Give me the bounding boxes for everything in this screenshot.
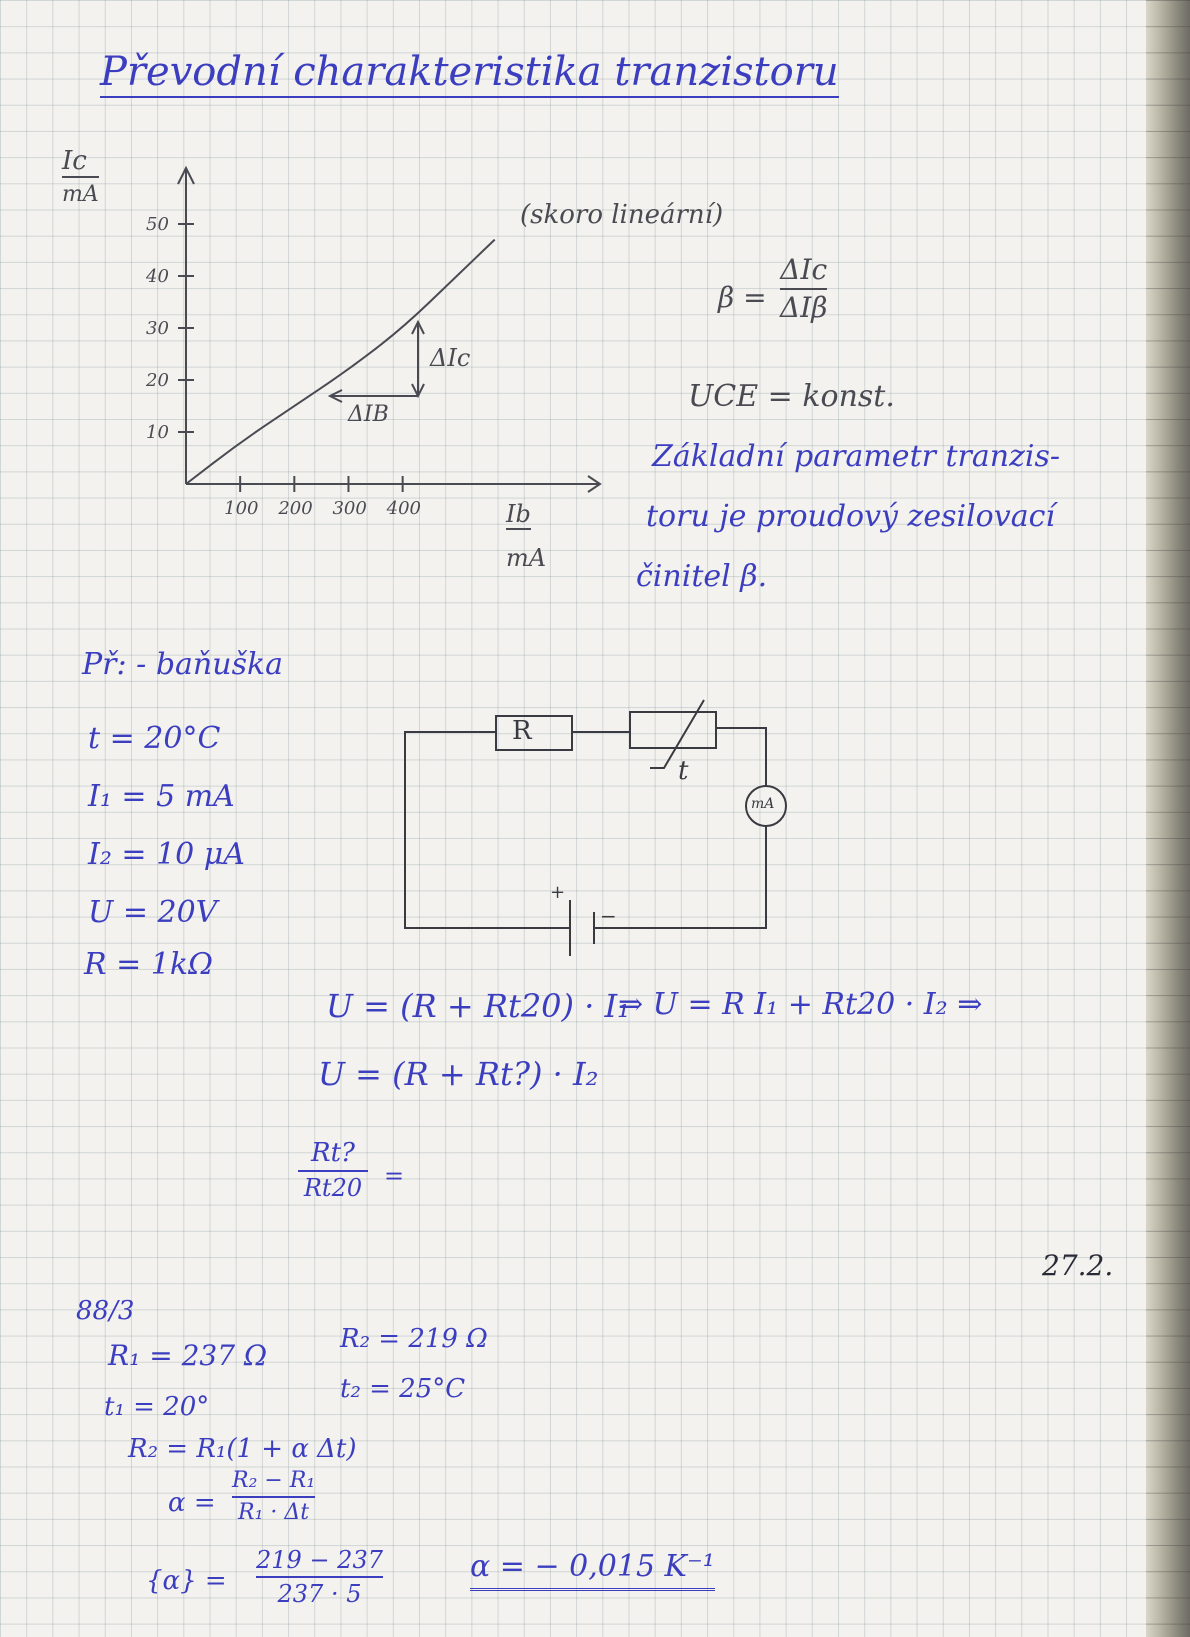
resistor-symbol [496,716,572,750]
resistance-ratio [298,1140,368,1200]
alpha-result: α = − 0,015 K⁻¹ [470,1552,715,1591]
alpha-value-lhs: {α} = [146,1566,227,1596]
resistor-label: R [512,716,532,746]
note-line-1: Základní parametr tranzis- [652,439,1061,474]
date: 27.2. [1042,1249,1114,1282]
uce-constant: UCE = konst. [688,379,895,414]
exercise-label: 88/3 [76,1296,135,1326]
ratio-denominator: Rt20 [303,1174,363,1202]
y-axis-unit: mA [62,182,99,207]
x-tick-label: 300 [332,498,367,519]
alpha-value-fraction [256,1548,383,1606]
note-line-2: toru je proudový zesilovací [646,499,1055,534]
alpha-fraction-bar [232,1496,315,1498]
alpha-lhs: α = [168,1488,216,1518]
given-resistance: R = 1kΩ [84,947,213,982]
note-line-3: činitel β. [636,559,768,594]
page-title: Převodní charakteristika tranzistoru [100,52,839,98]
thermistor-label: t [678,756,689,786]
given-r1: R₁ = 237 Ω [108,1339,268,1372]
x-axis-quantity: Ib [506,500,531,528]
alpha-value-denominator: 237 · 5 [277,1580,362,1608]
ratio-equals: = [384,1162,405,1190]
circuit-wire-right [716,728,766,786]
milliammeter-label: mA [751,796,775,812]
beta-numerator: ΔIc [780,253,828,286]
y-tick-label: 20 [146,370,169,391]
example-heading: Př: - baňuška [82,647,284,682]
thermistor-symbol [630,712,716,748]
resistance-formula: R₂ = R₁(1 + α Δt) [128,1434,357,1464]
alpha-fraction [232,1470,315,1524]
given-voltage: U = 20V [88,895,218,930]
battery-minus: − [600,904,617,928]
alpha-numerator: R₂ − R₁ [232,1468,316,1493]
equation-1-implication: ⇒ U = R I₁ + Rt20 · I₂ ⇒ [618,987,983,1022]
alpha-value-numerator: 219 − 237 [256,1546,383,1574]
y-tick-label: 30 [146,318,169,339]
y-tick-label: 40 [146,266,169,287]
delta-ic-label: ΔIc [430,344,471,372]
equation-2: U = (R + Rt?) · I₂ [318,1055,599,1093]
x-tick-label: 100 [224,498,259,519]
alpha-denominator: R₁ · Δt [238,1500,310,1525]
ratio-numerator: Rt? [311,1138,355,1168]
thermistor-slash [650,700,704,768]
delta-ib-label: ΔIB [348,402,389,427]
beta-lhs: β = [718,281,767,314]
equation-1: U = (R + Rt20) · I₁ [326,987,630,1025]
given-r2: R₂ = 219 Ω [340,1324,488,1354]
beta-denominator: ΔIβ [780,291,828,324]
circuit-wire-bottom-right [594,826,766,928]
given-current-1: I₁ = 5 mA [88,779,235,814]
y-axis-quantity: Ic [62,148,99,178]
x-tick-label: 200 [278,498,313,519]
given-t2: t₂ = 25°C [340,1374,466,1404]
circuit-wire-top-left [405,732,570,928]
given-temperature: t = 20°C [88,721,221,756]
x-axis-unit: mA [506,544,547,572]
given-current-2: I₂ = 10 μA [88,837,245,872]
curve-note: (skoro lineární) [520,200,724,230]
ratio-fraction-bar [298,1170,368,1172]
y-tick-label: 10 [146,422,169,443]
x-tick-label: 400 [386,498,421,519]
alpha-value-fraction-bar [256,1576,383,1578]
battery-plus: + [550,882,566,903]
y-tick-label: 50 [146,214,169,235]
given-t1: t₁ = 20° [104,1392,210,1422]
